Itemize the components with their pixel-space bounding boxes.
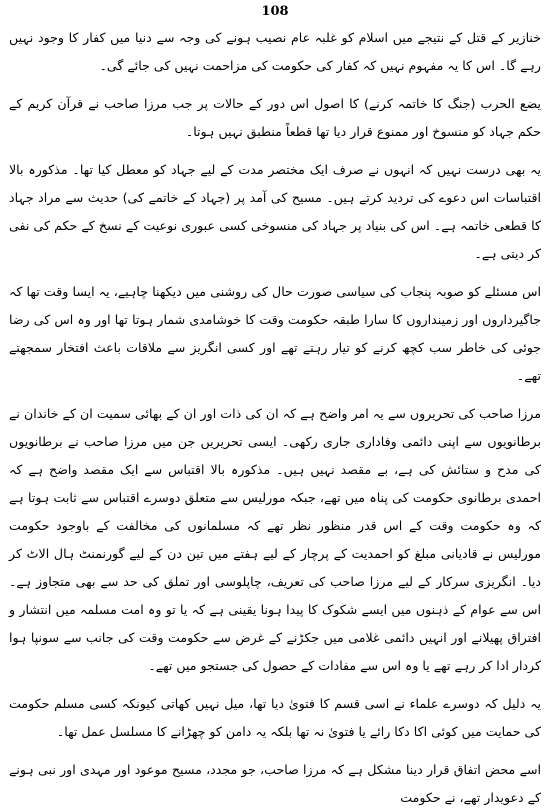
paragraph: یہ دلیل کہ دوسرے علماء نے اسی قسم کا فتویٰ دیا تھا، میل نہیں کھاتی کیونکہ کسی مسلم حکومت کی حمایت میں کوئی اکا دکا رائے یا فتویٰ نہ تھا بلکہ یہ دامن کو چھڑانے کا مسلسل عمل تھا۔ (9, 696, 541, 739)
paragraph: خنازیر کے قتل کے نتیجے میں اسلام کو غلبہ عام نصیب ہونے کی وجہ سے دنیا میں کفار کا وجود نہیں رہے گا۔ اس کا یہ مفہوم نہیں کہ کفار کی حکومت کی مزاحمت نہیں کی جائے گی۔ (9, 30, 541, 73)
paragraph: اسے محض اتفاق قرار دینا مشکل ہے کہ مرزا صاحب، جو مجدد، مسیح موعود اور مہدی اور نبی ہونے کے دعویدار تھے، نے حکومت (9, 762, 541, 805)
paragraph: اس مسئلے کو صوبہ پنجاب کی سیاسی صورت حال کی روشنی میں دیکھنا چاہیے، یہ ایسا وقت تھا کہ جاگیرداروں اور زمینداروں کا سارا طبقہ حکومت وقت کا خوشامدی شمار ہوتا تھا اور وہ اس کی رضا جوئی کی خاطر سب کچھ کرنے کو تیار رہتے تھے اور کسی انگریز سے ملاقات باعث افتخار سمجھتے تھے۔ (9, 284, 541, 383)
paragraph: یضع الحرب (جنگ کا خاتمہ کرنے) کا اصول اس دور کے حالات پر جب مرزا صاحب نے قرآن کریم کے حکم جہاد کو منسوخ اور ممنوع قرار دیا تھا قطعاً منطبق نہیں ہوتا۔ (9, 96, 541, 139)
page-body (9, 24, 541, 812)
paragraph: مرزا صاحب کی تحریروں سے یہ امر واضح ہے کہ ان کی ذات اور ان کے بھائی سمیت ان کے خاندان نے برطانویوں سے اپنی دائمی وفاداری جاری رکھی۔ ایسی تحریریں جن میں مرزا صاحب نے برطانویوں کی مدح و ستائش کی ہے، بے مقصد نہیں ہیں۔ مذکورہ بالا اقتباس سے ایک مقصد واضح ہے کہ احمدی برطانوی حکومت کی پناہ میں تھے، جبکہ مورلیس سے متعلق دوسرے اقتباس سے ثابت ہوتا ہے کہ وہ حکومت وقت کے اس قدر منظور نظر تھے کہ مسلمانوں کی مخالفت کے باوجود حکومت مورلیس نے قادیانی مبلغ کو احمدیت کے پرچار کے لیے ہفتے میں تین دن کے لیے گورنمنٹ ہال الاٹ کر دیا۔ انگریزی سرکار کے لیے مرزا صاحب کی تعریف، چاپلوسی اور تملق کی حد سے بھی متجاوز ہے۔ اس سے عوام کے ذہنوں میں ایسے شکوک کا پیدا ہونا یقینی ہے کہ یا تو وہ امت مسلمہ میں انتشار و افتراق پھیلانے اور انہیں دائمی غلامی میں جکڑنے کے غرض سے حکومت وقت کی جانب سے سونپا ہوا کردار ادا کر رہے تھے یا وہ اس سے مفادات کے حصول کی جستجو میں تھے۔ (9, 406, 541, 673)
paragraph: یہ بھی درست نہیں کہ انہوں نے صرف ایک مختصر مدت کے لیے جہاد کو معطل کیا تھا۔ مذکورہ بالا اقتباسات اس دعوے کی تردید کرتے ہیں۔ مسیح کی آمد پر (جہاد کے خاتمے کی) حدیث سے مراد جہاد کا قطعی خاتمہ ہے۔ اس کی بنیاد پر جہاد کی منسوخی کسی عبوری نوعیت کے نسخ کے حکم کی نفی کر دیتی ہے۔ (9, 162, 541, 261)
page-number: 108 (261, 4, 289, 19)
